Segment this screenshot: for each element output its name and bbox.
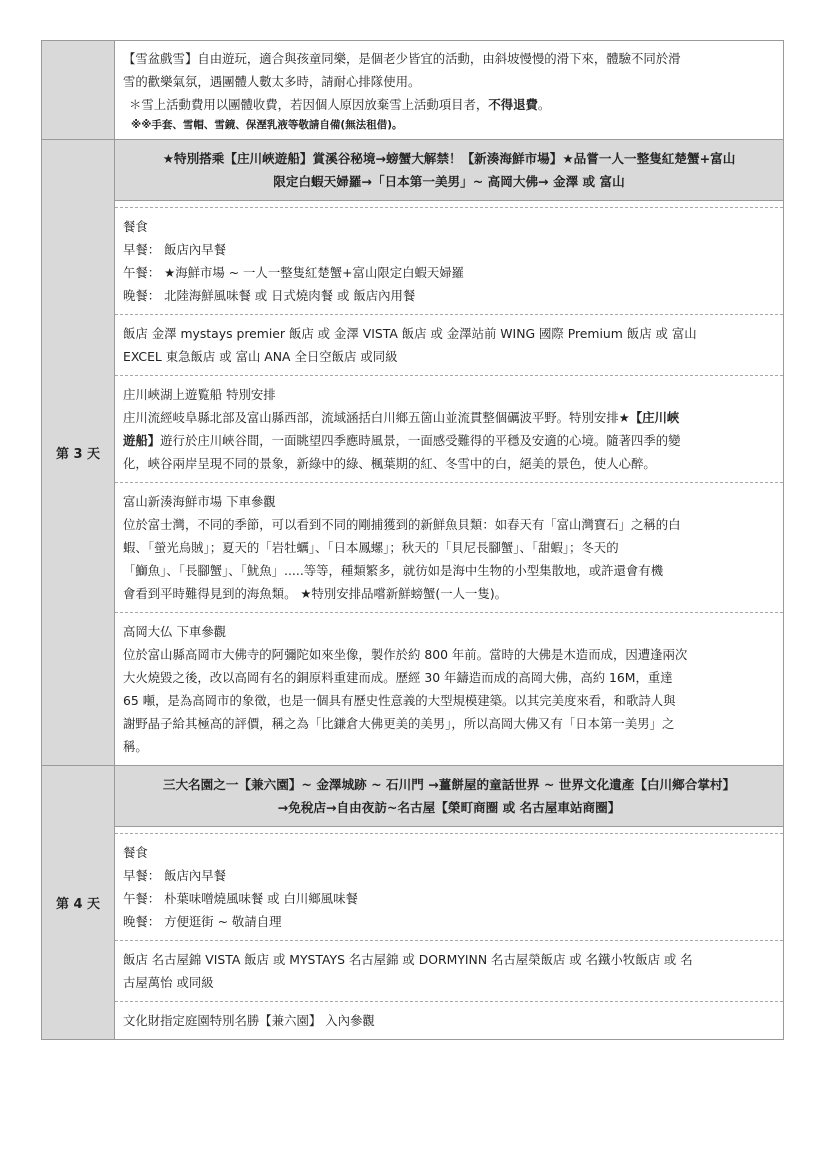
takaoka-buddha-section bbox=[115, 612, 783, 765]
text-line: 化，峽谷兩岸呈現不同的景象，新綠中的綠、楓葉期的紅、冬雪中的白，絕美的景色，使人心醉。 bbox=[123, 456, 656, 471]
lunch: 午餐： 朴葉味噌燒風味餐 或 白川鄉風味餐 bbox=[123, 891, 358, 906]
text-line: 謝野晶子給其極高的評價，稱之為「比鎌倉大佛更美的美男」，所以高岡大佛又有「日本第一美男」之 bbox=[123, 716, 675, 731]
text-line: 文化財指定庭園特別名勝【兼六園】 入內參觀 bbox=[123, 1013, 375, 1028]
day-label: 第 4 天 bbox=[42, 766, 115, 1039]
text-line: 位於富山縣高岡市大佛寺的阿彌陀如來坐像，製作於約 800 年前。當時的大佛是木造而成，因遭逢兩次 bbox=[123, 647, 688, 662]
snow-activity-section bbox=[115, 41, 783, 139]
text-line bbox=[123, 429, 775, 452]
day-label: 第 3 天 bbox=[42, 140, 115, 765]
day-row-continued bbox=[42, 41, 783, 140]
itinerary-table bbox=[41, 40, 784, 1040]
text-line: 飯店 金澤 mystays premier 飯店 或 金澤 VISTA 飯店 或 金澤站前 WING 國際 Premium 飯店 或 富山 bbox=[123, 326, 697, 341]
breakfast: 早餐： 飯店內早餐 bbox=[123, 868, 227, 883]
section-title: 庄川峽湖上遊覧船 特別安排 bbox=[123, 387, 276, 402]
refund-note bbox=[123, 93, 775, 116]
kenrokuen-section bbox=[115, 1001, 783, 1039]
lunch: 午餐： ★海鮮市場 ~ 一人一整隻紅楚蟹+富山限定白蝦天婦羅 bbox=[123, 265, 465, 280]
day-row-4 bbox=[42, 766, 783, 1039]
text-line bbox=[123, 406, 775, 429]
day-row-3 bbox=[42, 140, 783, 766]
section-title: 富山新湊海鮮市場 下車參觀 bbox=[123, 494, 276, 509]
meals-section bbox=[115, 833, 783, 940]
text-line: 65 噸，是為高岡市的象徵，也是一個具有歷史性意義的大型規模建築。以其完美度來看，和歌詩人與 bbox=[123, 693, 676, 708]
hotel-section bbox=[115, 314, 783, 375]
breakfast: 早餐： 飯店內早餐 bbox=[123, 242, 227, 257]
shokawa-cruise-section bbox=[115, 375, 783, 482]
text-line: 蝦、「螢光烏賊」；夏天的「岩牡蠣」、「日本鳳螺」；秋天的「貝尼長腳蟹」、「甜蝦」；冬天的 bbox=[123, 540, 619, 555]
text-line: 雪的歡樂氣氛，遇團體人數太多時，請耐心排隊使用。 bbox=[123, 74, 421, 89]
dinner: 晚餐： 方便逛街 ~ 敬請自理 bbox=[123, 914, 282, 929]
bold-text: 不得退費 bbox=[488, 97, 538, 112]
text-line: 【雪盆戲雪】自由遊玩，適合與孩童同樂，是個老少皆宜的活動，由斜坡慢慢的滑下來，體驗不同於滑 bbox=[123, 51, 681, 66]
text-line: 位於富士灣，不同的季節，可以看到不同的剛捕獲到的新鮮魚貝類：如春天有「富山灣寶石」之稱的白 bbox=[123, 517, 681, 532]
bold-text: 遊船】 bbox=[123, 433, 161, 448]
day-label-cell-empty bbox=[42, 41, 115, 139]
text-span: 庄川流經岐阜縣北部及富山縣西部，流域涵括白川鄉五箇山並流貫整個礪波平野。特別安排★ bbox=[123, 410, 630, 425]
day-content bbox=[115, 140, 783, 765]
seafood-market-section bbox=[115, 482, 783, 612]
text-span: 遊行於庄川峽谷間，一面眺望四季應時風景，一面感受難得的平穩及安適的心境。隨著四季的變 bbox=[160, 433, 681, 448]
meals-title: 餐食 bbox=[123, 845, 148, 860]
text-span: ＊雪上活動費用以團體收費，若因個人原因放棄雪上活動項目者， bbox=[129, 97, 489, 112]
header-line: 三大名園之一【兼六園】~ 金澤城跡 ~ 石川門 →薑餅屋的童話世界 ~ 世界文化遺產【白川鄉合掌村】 bbox=[162, 777, 736, 792]
section-title: 高岡大仏 下車參觀 bbox=[123, 624, 227, 639]
header-line: →免稅店→自由夜訪~名古屋【榮町商圈 或 名古屋車站商圈】 bbox=[277, 800, 621, 815]
bold-text: 【庄川峽 bbox=[629, 410, 680, 425]
dinner: 晚餐： 北陸海鮮風味餐 或 日式燒肉餐 或 飯店內用餐 bbox=[123, 288, 416, 303]
day-header bbox=[115, 140, 783, 201]
text-line: 稱。 bbox=[123, 739, 148, 754]
text-span: 。 bbox=[537, 97, 551, 112]
equipment-note: ※※手套、雪帽、雪鏡、保溼乳液等敬請自備(無法租借)。 bbox=[131, 119, 403, 131]
day-content bbox=[115, 41, 783, 139]
meals-title: 餐食 bbox=[123, 219, 148, 234]
day-header bbox=[115, 766, 783, 827]
text-line: 會看到平時難得見到的海魚類。 ★特別安排品嚐新鮮螃蟹(一人一隻)。 bbox=[123, 586, 508, 601]
text-line: EXCEL 東急飯店 或 富山 ANA 全日空飯店 或同級 bbox=[123, 349, 398, 364]
text-line: 大火燒毀之後，改以高岡有名的銅原料重建而成。歷經 30 年鑄造而成的高岡大佛，高約 16M，重達 bbox=[123, 670, 673, 685]
hotel-section bbox=[115, 940, 783, 1001]
header-line: ★特別搭乘【庄川峽遊船】賞溪谷秘境→螃蟹大解禁！【新湊海鮮市場】★品嘗一人一整隻紅楚蟹+富山 bbox=[162, 151, 736, 166]
text-line: 古屋萬怡 或同級 bbox=[123, 975, 214, 990]
meals-section bbox=[115, 207, 783, 314]
day-content bbox=[115, 766, 783, 1039]
text-line: 飯店 名古屋錦 VISTA 飯店 或 MYSTAYS 名古屋錦 或 DORMYINN 名古屋榮飯店 或 名鐵小牧飯店 或 名 bbox=[123, 952, 693, 967]
header-line: 限定白蝦天婦羅→「日本第一美男」~ 高岡大佛→ 金澤 或 富山 bbox=[273, 174, 625, 189]
text-line: 「鰤魚」、「長腳蟹」、「魷魚」.....等等，種類繁多，就彷如是海中生物的小型集散地，或許還會有機 bbox=[123, 563, 664, 578]
